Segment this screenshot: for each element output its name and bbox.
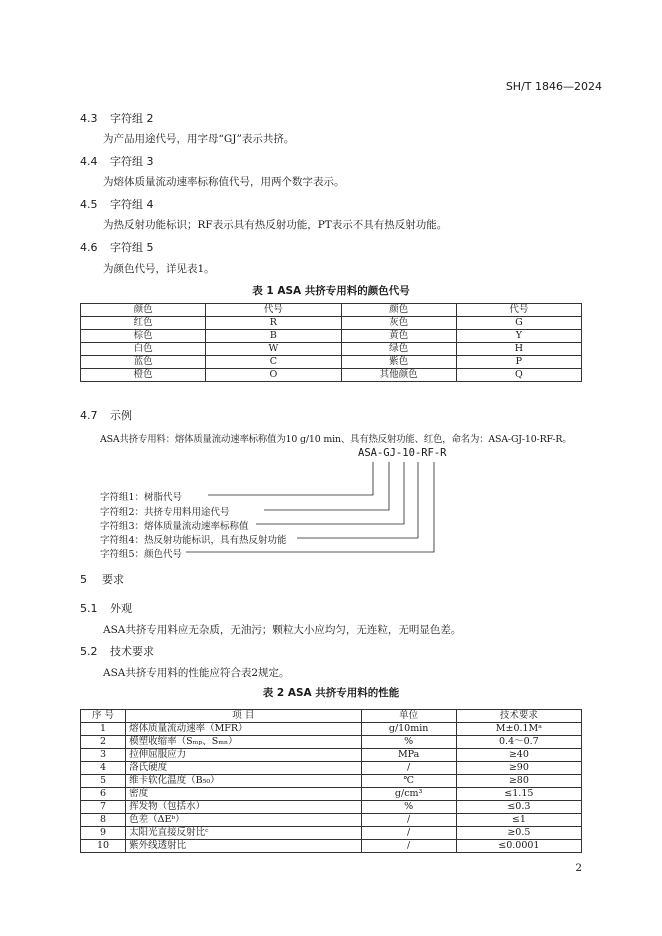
section-number: 5 [80,573,87,586]
table-cell: / [361,762,456,775]
table-cell: % [361,801,456,814]
table-cell: 白色 [81,343,206,356]
table-cell: ≤1.15 [456,788,581,801]
table-cell: 密度 [126,788,361,801]
table-2-caption: 表 2 ASA 共挤专用料的性能 [262,687,400,699]
table-cell: 7 [81,801,126,814]
example-item-2: 字符组2：共挤专用料用途代号 [100,507,230,518]
connector-line-3 [256,462,404,524]
table-cell: 挥发物（包括水） [126,801,361,814]
header-cell: 颜色 [81,304,206,317]
header-cell: 颜色 [341,304,456,317]
table-cell: 10 [81,840,126,853]
section-5-2-heading [80,643,154,659]
table-cell: g/10min [361,723,456,736]
table-cell: 紫外线透射比 [126,840,361,853]
table-cell: % [361,736,456,749]
table-cell: G [456,317,581,330]
table-cell: 黄色 [341,330,456,343]
connector-line-1 [208,462,373,495]
table-cell: 模塑收缩率（Sₘₚ、Sₘₙ） [126,736,361,749]
example-sentence: ASA共挤专用料：熔体质量流动速率标称值为10 g/10 min、具有热反射功能、红色，命名为：ASA-GJ-10-RF-R。 [100,434,572,445]
example-item-5: 字符组5：颜色代号 [100,549,183,560]
table-cell: 5 [81,775,126,788]
table-cell: 其他颜色 [341,369,456,382]
connector-line-2 [264,462,389,510]
table-cell: W [206,343,341,356]
table-cell: 紫色 [341,356,456,369]
section-title: 字符组 5 [110,241,154,254]
table-cell: 蓝色 [81,356,206,369]
table-row [81,775,582,788]
table-cell: 1 [81,723,126,736]
section-title: 示例 [110,409,132,422]
table-cell: M±0.1Mᵃ [456,723,581,736]
section-5-heading [80,571,124,587]
table-cell: 9 [81,827,126,840]
table-cell: 棕色 [81,330,206,343]
table-cell: ≥40 [456,749,581,762]
table-cell: 4 [81,762,126,775]
section-title: 外观 [110,602,132,615]
table-cell: / [361,840,456,853]
table-row [81,736,582,749]
table-cell: ℃ [361,775,456,788]
header-cell: 代号 [206,304,341,317]
header-cell: 代号 [456,304,581,317]
table-cell: ≥0.5 [456,827,581,840]
table-cell: B [206,330,341,343]
table-row [81,814,582,827]
table-cell: 拉伸屈服应力 [126,749,361,762]
header-cell: 序 号 [81,710,126,723]
header-cell: 单位 [361,710,456,723]
table-cell: Y [456,330,581,343]
section-number: 5.2 [80,645,98,658]
table-1-caption: 表 1 ASA 共挤专用料的颜色代号 [252,285,410,297]
table-header-row [81,710,582,723]
table-cell: MPa [361,749,456,762]
section-4-6-body: 为颜色代号，详见表1。 [103,263,215,275]
section-title: 要求 [102,573,124,586]
section-title: 技术要求 [110,645,154,658]
section-number: 4.4 [80,155,98,168]
standard-code: SH/T 1846—2024 [505,80,602,93]
table-cell: 红色 [81,317,206,330]
table-cell: ≥90 [456,762,581,775]
table-cell: 太阳光直接反射比ᶜ [126,827,361,840]
example-item-1: 字符组1：树脂代号 [100,492,183,503]
header-cell: 技术要求 [456,710,581,723]
table-cell: 3 [81,749,126,762]
section-5-1-heading [80,600,132,616]
example-item-3: 字符组3：熔体质量流动速率标称值 [100,521,249,532]
table-cell: g/cm³ [361,788,456,801]
section-title: 字符组 2 [110,112,154,125]
section-4-4-body: 为熔体质量流动速率标称值代号，用两个数字表示。 [103,176,345,188]
table-row [81,840,582,853]
table-cell: H [456,343,581,356]
table-cell: 灰色 [341,317,456,330]
section-number: 5.1 [80,602,98,615]
section-number: 4.6 [80,241,98,254]
table-cell: O [206,369,341,382]
table-cell: 0.4～0.7 [456,736,581,749]
example-code: ASA-GJ-10-RF-R [358,447,447,459]
table-cell: 维卡软化温度（B₅₀） [126,775,361,788]
table-row [81,801,582,814]
connector-line-5 [186,462,434,552]
section-number: 4.3 [80,112,98,125]
table-row [81,827,582,840]
performance-table [80,709,582,853]
table-cell: Q [456,369,581,382]
table-row [81,723,582,736]
table-cell: / [361,827,456,840]
section-title: 字符组 4 [110,198,154,211]
table-cell: / [361,814,456,827]
table-cell: 绿色 [341,343,456,356]
table-cell: 色差（ΔEᵇ） [126,814,361,827]
section-number: 4.7 [80,409,98,422]
section-number: 4.5 [80,198,98,211]
table-cell: 6 [81,788,126,801]
table-cell: 洛氏硬度 [126,762,361,775]
connector-line-4 [297,462,418,538]
table-row [81,788,582,801]
section-5-1-body: ASA共挤专用料应无杂质，无油污；颗粒大小应均匀，无连粒，无明显色差。 [103,624,462,636]
table-cell: 橙色 [81,369,206,382]
section-title: 字符组 3 [110,155,154,168]
table-cell: ≤0.0001 [456,840,581,853]
table-cell: C [206,356,341,369]
table-cell: P [456,356,581,369]
table-cell: R [206,317,341,330]
table-cell: ≥80 [456,775,581,788]
section-4-5-body: 为热反射功能标识；RF表示具有热反射功能，PT表示不具有热反射功能。 [103,219,448,231]
table-cell: 熔体质量流动速率（MFR） [126,723,361,736]
table-row [81,749,582,762]
table-cell: 2 [81,736,126,749]
table-row [81,762,582,775]
table-cell: 8 [81,814,126,827]
example-item-4: 字符组4：热反射功能标识，具有热反射功能 [100,535,287,546]
table-cell: ≤1 [456,814,581,827]
section-5-2-body: ASA共挤专用料的性能应符合表2规定。 [103,667,290,679]
header-cell: 项 目 [126,710,361,723]
section-4-3-body: 为产品用途代号，用字母“GJ”表示共挤。 [103,133,295,145]
page-number: 2 [575,862,582,874]
table-cell: ≤0.3 [456,801,581,814]
